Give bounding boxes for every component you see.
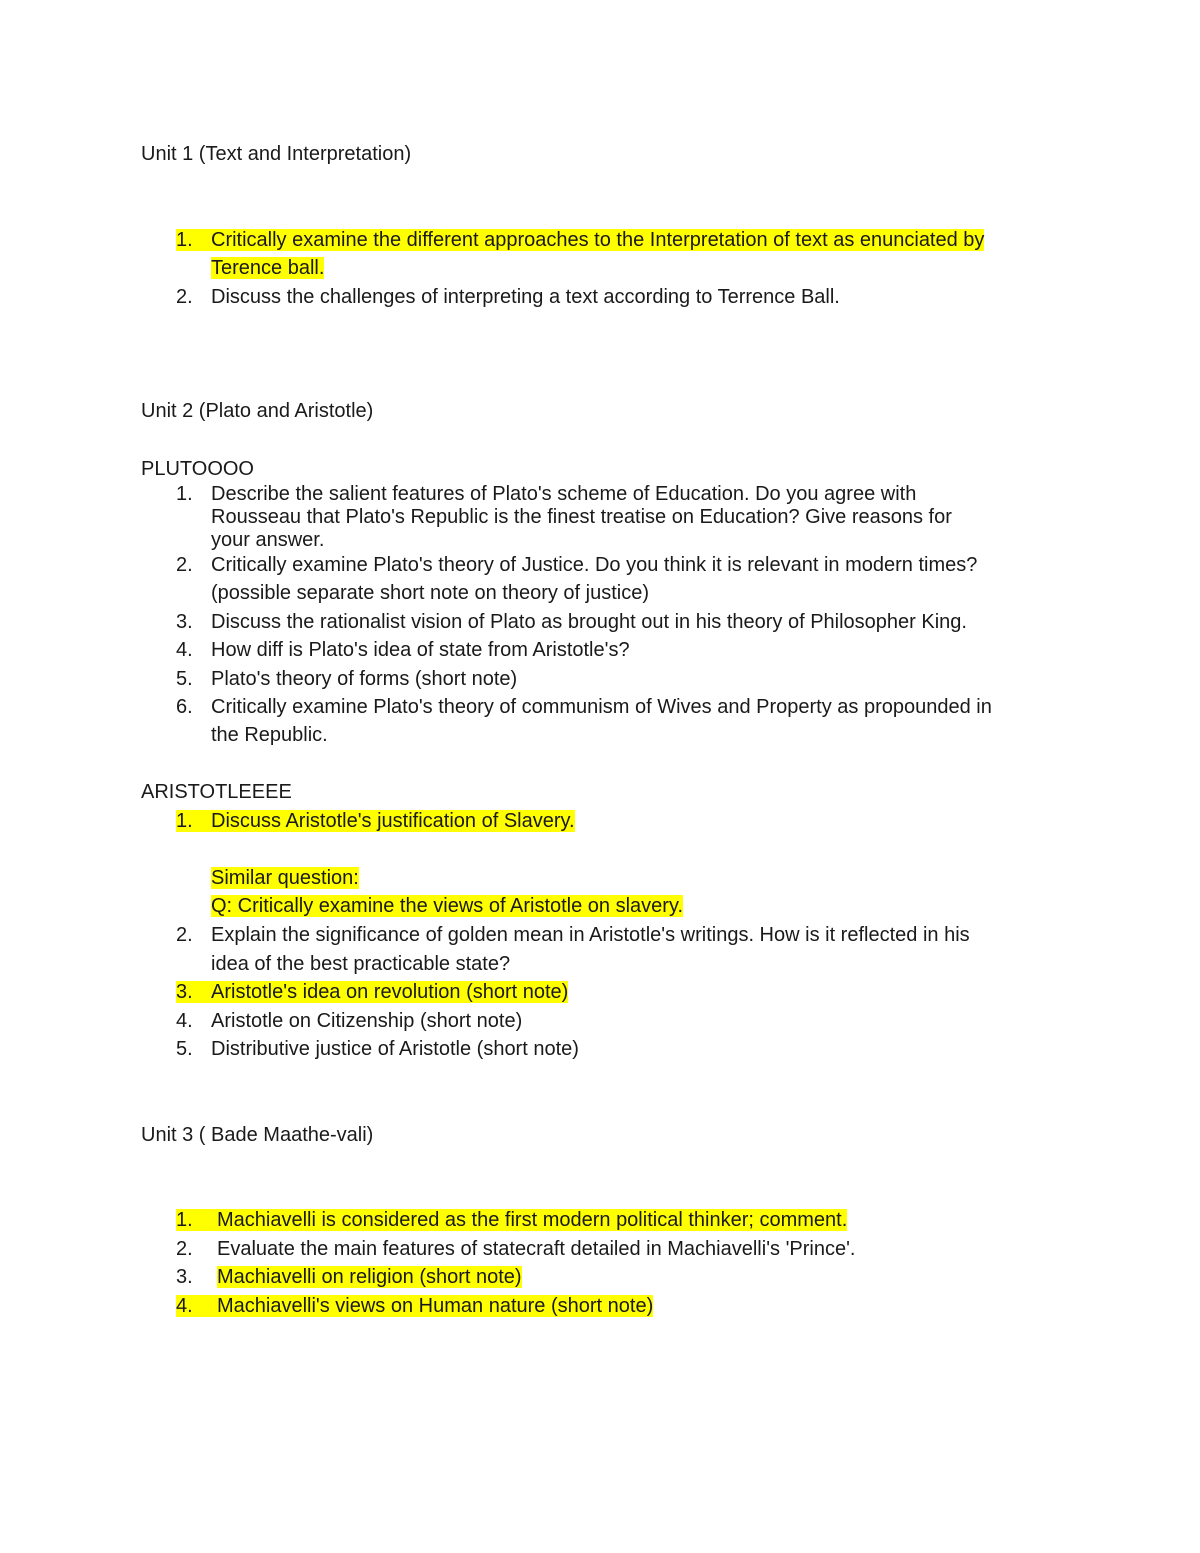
list-number: 1.: [176, 1209, 193, 1231]
list-item-text: Discuss the rationalist vision of Plato as brought out in his theory of Philosopher King.: [211, 611, 967, 633]
list-number: 1.: [176, 483, 193, 505]
aristotle-item-1: [176, 808, 575, 834]
plato-heading: PLUTOOOO: [141, 458, 254, 480]
unit1-item-2: [176, 284, 840, 310]
aristotle-item-2: [176, 922, 970, 948]
unit1-heading: Unit 1 (Text and Interpretation): [141, 143, 412, 165]
list-number: 6.: [176, 696, 193, 718]
list-number: 1.: [176, 229, 193, 251]
plato-item-6-cont: the Republic.: [211, 724, 328, 746]
list-number: 2.: [176, 924, 193, 946]
list-item-text: Critically examine the different approaches to the Interpretation of text as enunciated by: [211, 229, 985, 251]
list-number: 3.: [176, 981, 193, 1003]
aristotle-item-2-cont: idea of the best practicable state?: [211, 953, 511, 975]
list-item-text: Q: Critically examine the views of Aristotle on slavery.: [211, 895, 684, 917]
list-item-text: Plato's theory of forms (short note): [211, 668, 518, 690]
list-number: 4.: [176, 1295, 193, 1317]
plato-item-2-cont: (possible separate short note on theory of justice): [211, 582, 650, 604]
list-number: 1.: [176, 810, 193, 832]
plato-item-4: [176, 637, 630, 663]
plato-item-3: [176, 609, 967, 635]
similar-question-label: [211, 865, 359, 891]
list-item-text: Evaluate the main features of statecraft detailed in Machiavelli's 'Prince'.: [217, 1238, 856, 1260]
list-number: 3.: [176, 1266, 193, 1288]
aristotle-item-3: [176, 979, 568, 1005]
similar-question-text: [211, 893, 683, 919]
list-item-text: Machiavelli is considered as the first modern political thinker; comment.: [217, 1209, 848, 1231]
list-item-text: Machiavelli on religion (short note): [217, 1266, 522, 1288]
list-item-text: Discuss Aristotle's justification of Slavery.: [211, 810, 575, 832]
list-number: 2.: [176, 286, 193, 308]
list-item-text: Similar question:: [211, 867, 359, 889]
list-item-text: Aristotle on Citizenship (short note): [211, 1010, 523, 1032]
plato-item-5: [176, 666, 517, 692]
list-number: 4.: [176, 639, 193, 661]
plato-item-2: [176, 552, 977, 578]
unit3-item-1: [176, 1207, 847, 1233]
list-item-text: Critically examine Plato's theory of Justice. Do you think it is relevant in modern times?: [211, 554, 978, 576]
list-item-text: Describe the salient features of Plato's scheme of Education. Do you agree with: [211, 483, 917, 505]
list-number: 5.: [176, 1038, 193, 1060]
list-number: 2.: [176, 1238, 193, 1260]
list-item-text: Machiavelli's views on Human nature (short note): [217, 1295, 654, 1317]
list-item-text: Discuss the challenges of interpreting a text according to Terrence Ball.: [211, 286, 840, 308]
aristotle-item-4: [176, 1008, 522, 1034]
list-number: 4.: [176, 1010, 193, 1032]
list-item-text: Explain the significance of golden mean in Aristotle's writings. How is it reflected in his: [211, 924, 970, 946]
unit1-item-1: [176, 227, 984, 253]
unit1-item-1-cont: [211, 255, 324, 281]
list-number: 5.: [176, 668, 193, 690]
plato-item-6: [176, 694, 992, 720]
aristotle-heading: ARISTOTLEEEE: [141, 781, 292, 803]
unit3-item-2: [176, 1236, 855, 1262]
aristotle-item-5: [176, 1036, 579, 1062]
list-item-text: Critically examine Plato's theory of communism of Wives and Property as propounded in: [211, 696, 992, 718]
unit2-heading: Unit 2 (Plato and Aristotle): [141, 400, 374, 422]
plato-item-1-cont: Rousseau that Plato's Republic is the finest treatise on Education? Give reasons for: [211, 506, 952, 528]
list-number: 2.: [176, 554, 193, 576]
unit3-item-4: [176, 1293, 653, 1319]
list-item-text: Aristotle's idea on revolution (short note): [211, 981, 569, 1003]
plato-item-1-cont: your answer.: [211, 529, 325, 551]
list-number: 3.: [176, 611, 193, 633]
list-item-text: How diff is Plato's idea of state from Aristotle's?: [211, 639, 630, 661]
list-item-text: Distributive justice of Aristotle (short note): [211, 1038, 579, 1060]
unit3-heading: Unit 3 ( Bade Maathe-vali): [141, 1124, 374, 1146]
list-item-text: Terence ball.: [211, 257, 325, 279]
unit3-item-3: [176, 1264, 522, 1290]
